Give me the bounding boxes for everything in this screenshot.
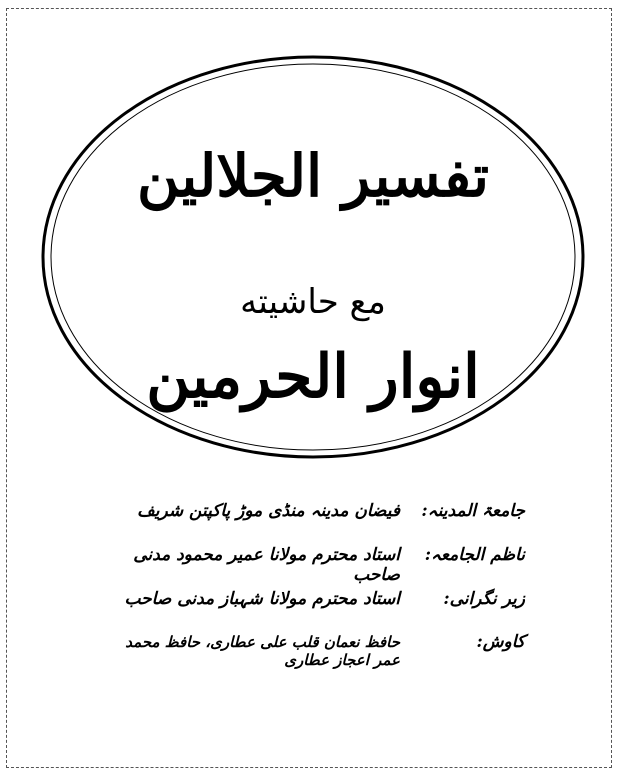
- credit-label: زیر نگرانی:: [443, 589, 525, 609]
- credit-row: [95, 632, 525, 676]
- book-title: تفسیر الجلالین: [136, 142, 490, 210]
- credit-row: [95, 500, 525, 544]
- credit-value: استاد محترم مولانا شہباز مدنی صاحب: [124, 589, 400, 609]
- credit-label: جامعۃ المدینہ:: [421, 501, 525, 521]
- credit-row: [95, 588, 525, 632]
- credits-block: [95, 500, 525, 676]
- credit-row: [95, 544, 525, 588]
- book-subtitle: مع حاشیته: [240, 282, 386, 322]
- book-title-secondary: انوار الحرمین: [146, 342, 480, 412]
- credit-label: ناظم الجامعہ:: [424, 545, 525, 565]
- credit-value: فیضان مدینہ منڈی موڑ پاکپتن شریف: [137, 501, 400, 521]
- credit-value: حافظ نعمان قلب علی عطاری، حافظ محمد عمر اعجاز عطاری: [125, 633, 400, 669]
- title-oval: [38, 52, 588, 462]
- credit-label: کاوش:: [476, 632, 525, 652]
- credit-value: استاد محترم مولانا عمیر محمود مدنی صاحب: [133, 545, 400, 585]
